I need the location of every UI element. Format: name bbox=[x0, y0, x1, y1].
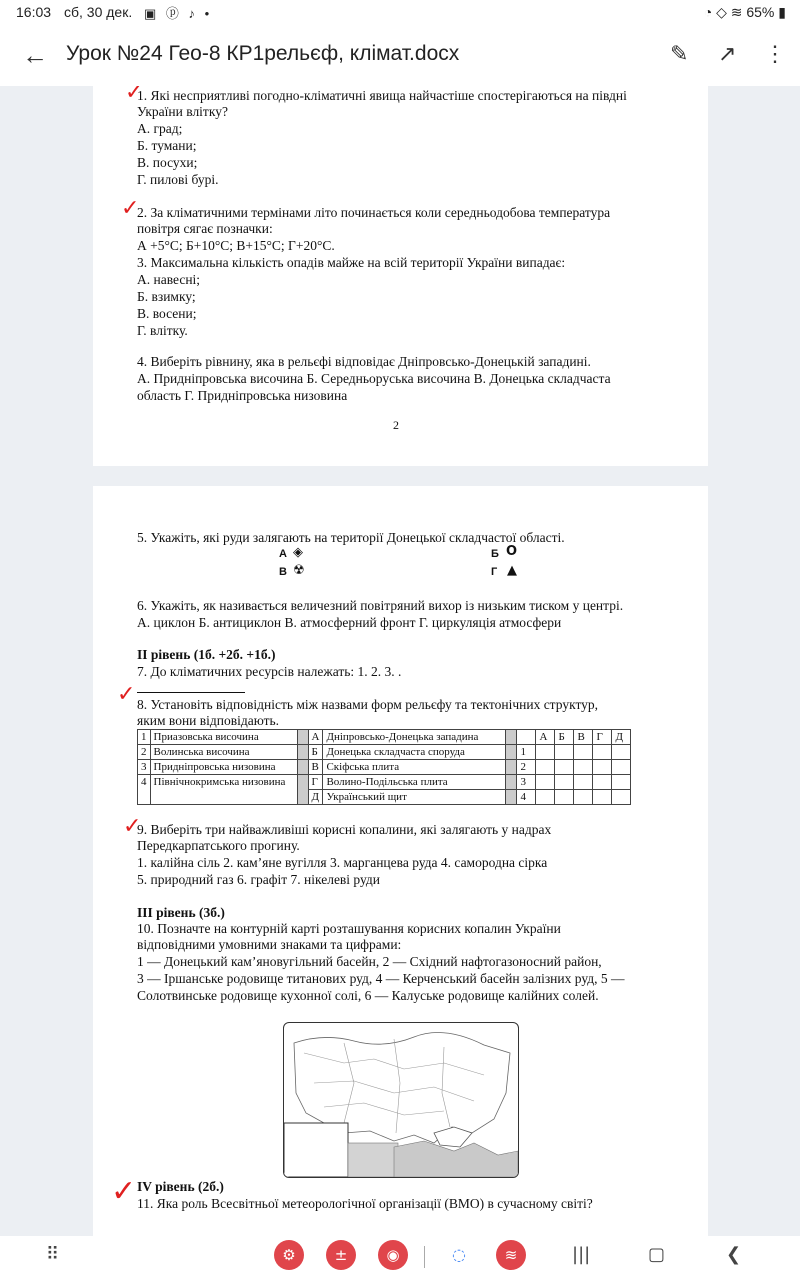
right-item: Скіфська плита bbox=[323, 760, 506, 775]
right-letter: А bbox=[308, 730, 323, 745]
open-external-icon[interactable]: ↗ bbox=[718, 41, 737, 66]
q5-letter-c: В bbox=[279, 566, 287, 578]
right-item: Дніпровсько-Донецька западина bbox=[323, 730, 506, 745]
camera-app-icon[interactable]: ◉ bbox=[378, 1240, 408, 1270]
q9-title: 9. Виберіть три найважливіші корисні копалини, які залягають у надрах bbox=[137, 822, 552, 837]
q10-line4: 3 — Іршанське родовище титанових руд, 4 — Керченський басейн залізних руд, 5 — bbox=[137, 971, 625, 986]
document-title: Урок №24 Гео-8 КР1рельєф, клімат.docx bbox=[66, 42, 460, 65]
battery-icon: ▮ bbox=[778, 4, 786, 20]
check-mark-icon: ✓ bbox=[123, 814, 142, 839]
clock: 16:03 bbox=[16, 4, 52, 20]
left-num: 4 bbox=[138, 775, 151, 805]
q1-title-cont: України влітку? bbox=[137, 104, 228, 119]
q10-line5: Солотвинське родовище кухонної солі, 6 — Калуське родовище калійних солей. bbox=[137, 988, 599, 1003]
grid-header: Д bbox=[612, 730, 631, 745]
more-options-icon[interactable]: ⋮ bbox=[764, 41, 786, 66]
q1-option-c: В. посухи; bbox=[137, 155, 198, 170]
q3-title: 3. Максимальна кількість опадів майже на всій території України випадає: bbox=[137, 255, 566, 270]
battery-level: 65% bbox=[746, 4, 775, 20]
contour-map-ukraine bbox=[283, 1022, 519, 1178]
system-icons bbox=[704, 4, 786, 21]
q3-option-a: А. навесні; bbox=[137, 272, 201, 287]
right-letter: В bbox=[308, 760, 323, 775]
grid-header: Г bbox=[593, 730, 612, 745]
back-nav-icon[interactable]: ❮ bbox=[726, 1244, 742, 1265]
left-item: Приазовська височина bbox=[150, 730, 297, 745]
half-diamond-icon: ◈ bbox=[293, 545, 303, 560]
right-item: Український щит bbox=[323, 790, 506, 805]
left-num: 1 bbox=[138, 730, 151, 745]
q4-options-line1: А. Придніпровська височина Б. Середньоруська височина В. Донецька складчаста bbox=[137, 371, 611, 386]
left-num: 3 bbox=[138, 760, 151, 775]
grid-row-num: 2 bbox=[517, 760, 536, 775]
q1-title: 1. Які несприятливі погодно-кліматичні явища найчастіше спостерігаються на півдні bbox=[137, 88, 627, 103]
q5-letter-d: Г bbox=[491, 566, 498, 578]
contour-map-drawing bbox=[284, 1023, 518, 1177]
level-3-heading: ІІІ рівень (3б.) bbox=[137, 905, 225, 920]
document-viewer[interactable] bbox=[0, 86, 800, 1236]
q5-letter-a: А bbox=[279, 548, 287, 560]
q8-title-cont: яким вони відповідають. bbox=[137, 713, 280, 728]
left-num: 2 bbox=[138, 745, 151, 760]
triangle-icon: ▲ bbox=[507, 563, 517, 578]
q4-title: 4. Виберіть рівнину, яка в рельєфі відповідає Дніпровсько-Донецькій западині. bbox=[137, 354, 591, 369]
home-icon[interactable]: ▢ bbox=[648, 1244, 666, 1265]
q6-title: 6. Укажіть, як називається величезний повітряний вихор із низьким тиском у центрі. bbox=[137, 598, 624, 613]
grid-row-num: 3 bbox=[517, 775, 536, 790]
q7-text: 7. До кліматичних ресурсів належать: 1. 2. 3. . bbox=[137, 664, 402, 679]
dock-divider bbox=[424, 1246, 425, 1268]
q9-options-line1: 1. калійна сіль 2. кам’яне вугілля 3. марганцева руда 4. самородна сірка bbox=[137, 855, 548, 870]
q1-option-d: Г. пилові бурі. bbox=[137, 172, 219, 187]
q3-option-b: Б. взимку; bbox=[137, 289, 196, 304]
q6-options: А. циклон Б. антициклон В. атмосферний фронт Г. циркуляція атмосфери bbox=[137, 615, 562, 630]
q3-option-c: В. восени; bbox=[137, 306, 197, 321]
q5-letter-b: Б bbox=[491, 548, 499, 560]
left-item: Північнокримська низовина bbox=[150, 775, 297, 805]
q4-options-line2: область Г. Придніпровська низовина bbox=[137, 388, 348, 403]
q2-title-cont: повітря сягає позначки: bbox=[137, 221, 273, 236]
right-letter: Д bbox=[308, 790, 323, 805]
check-mark-icon: ✓ bbox=[111, 1174, 137, 1209]
q10-line2: відповідними умовними знаками та цифрами: bbox=[137, 937, 402, 952]
calculator-app-icon[interactable]: ± bbox=[326, 1240, 356, 1270]
q3-option-d: Г. влітку. bbox=[137, 323, 188, 338]
level-4-heading: ІV рівень (2б.) bbox=[137, 1179, 224, 1194]
wifi-icon: ◔ ◇ ≋ bbox=[703, 4, 743, 20]
q9-options-line2: 5. природний газ 6. графіт 7. нікелеві руди bbox=[137, 872, 380, 887]
q10-line1: 10. Позначте на контурній карті розташування корисних копалин України bbox=[137, 921, 561, 936]
q8-title: 8. Установіть відповідність між назвами форм рельєфу та тектонічних структур, bbox=[137, 697, 599, 712]
back-arrow-icon[interactable]: ← bbox=[22, 40, 48, 70]
q1-option-b: Б. тумани; bbox=[137, 138, 197, 153]
app-grid-icon[interactable]: ⠿ bbox=[46, 1244, 60, 1265]
left-item: Придніпровська низовина bbox=[150, 760, 297, 775]
ring-icon: O bbox=[506, 544, 518, 559]
status-bar bbox=[0, 0, 800, 26]
settings-app-icon[interactable]: ⚙ bbox=[274, 1240, 304, 1270]
check-mark-icon: ✓ bbox=[121, 196, 140, 221]
page-1 bbox=[93, 86, 708, 466]
notification-icons: ▣ ⓟ ♪ • bbox=[144, 6, 213, 21]
recent-apps-icon[interactable]: ||| bbox=[572, 1244, 591, 1265]
q8-matching-table bbox=[137, 729, 631, 805]
page-number: 2 bbox=[393, 418, 399, 432]
q11-text: 11. Яка роль Всесвітньої метеорологічної організації (ВМО) в сучасному світі? bbox=[137, 1196, 593, 1211]
grid-row-num: 1 bbox=[517, 745, 536, 760]
q5-title: 5. Укажіть, які руди залягають на території Донецької складчастої області. bbox=[137, 530, 565, 545]
right-item: Донецька складчаста споруда bbox=[323, 745, 506, 760]
grid-header: А bbox=[536, 730, 555, 745]
right-letter: Б bbox=[308, 745, 323, 760]
left-item: Волинська височина bbox=[150, 745, 297, 760]
date: сб, 30 дек. bbox=[64, 4, 133, 20]
answer-line bbox=[137, 692, 245, 693]
check-mark-icon: ✓ bbox=[125, 86, 144, 105]
q10-line3: 1 — Донецький кам’яновугільний басейн, 2 — Східний нафтогазоносний район, bbox=[137, 954, 602, 969]
q1-option-a: А. град; bbox=[137, 121, 183, 136]
right-letter: Г bbox=[308, 775, 323, 790]
q2-title: 2. За кліматичними термінами літо починається коли середньодобова температура bbox=[137, 205, 611, 220]
music-app-icon[interactable]: ≋ bbox=[496, 1240, 526, 1270]
radiation-icon: ☢ bbox=[293, 563, 305, 578]
edit-pencil-icon[interactable]: ✎ bbox=[670, 41, 689, 66]
grid-header: Б bbox=[555, 730, 574, 745]
right-item: Волино-Подільська плита bbox=[323, 775, 506, 790]
page-2 bbox=[93, 486, 708, 1236]
navigation-bar bbox=[0, 1236, 800, 1280]
check-mark-icon: ✓ bbox=[117, 682, 136, 707]
q2-options: А +5°С; Б+10°С; В+15°С; Г+20°С. bbox=[137, 238, 335, 253]
grid-row-num: 4 bbox=[517, 790, 536, 805]
level-2-heading: ІІ рівень (1б. +2б. +1б.) bbox=[137, 647, 276, 662]
q9-title-cont: Передкарпатського прогину. bbox=[137, 838, 300, 853]
google-lens-icon[interactable]: ◌ bbox=[444, 1240, 474, 1270]
grid-header: В bbox=[574, 730, 593, 745]
app-bar bbox=[0, 26, 800, 86]
